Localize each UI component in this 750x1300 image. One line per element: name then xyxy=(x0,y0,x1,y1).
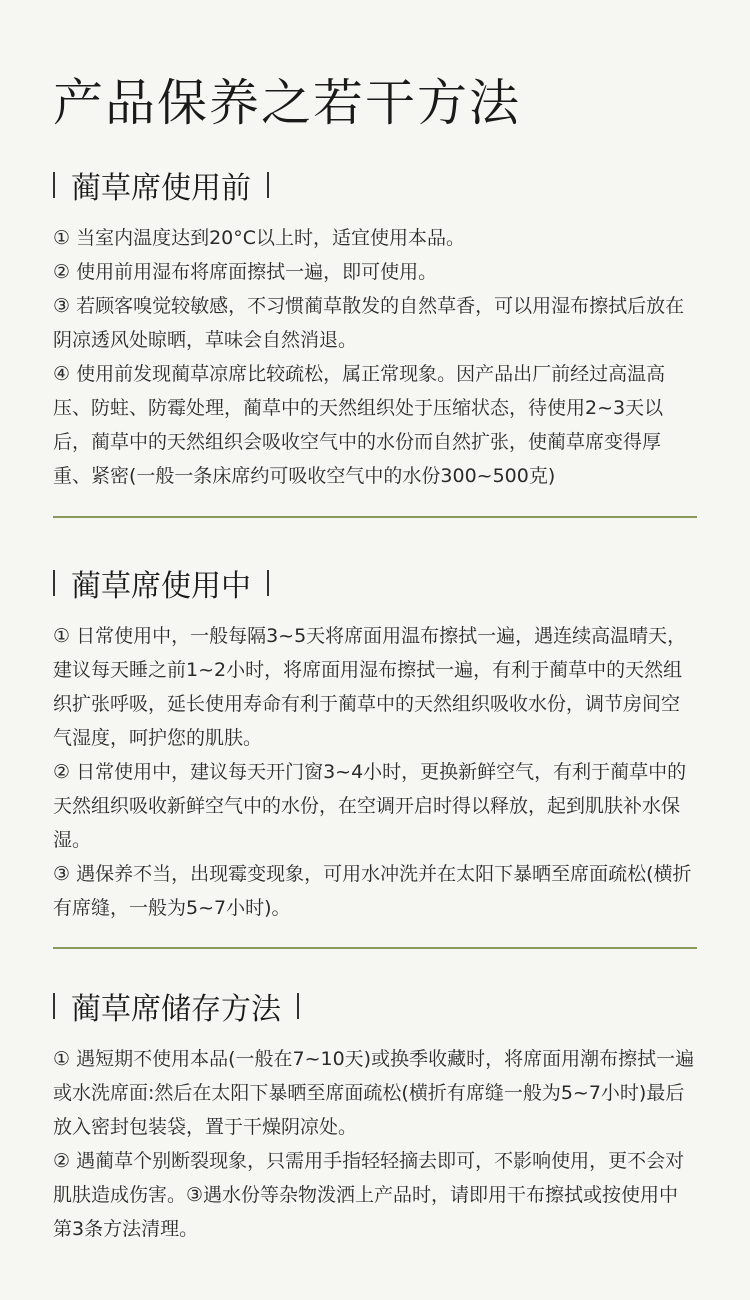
paragraph: ② 日常使用中，建议每天开门窗3~4小时，更换新鲜空气，有利于蔺草中的天然组织吸收新鲜空气中的水份，在空调开启时得以释放，起到肌肤补水保湿。 xyxy=(53,761,687,851)
page-title: 产品保养之若干方法 xyxy=(53,74,521,132)
heading-bar-right xyxy=(267,570,269,596)
section-during-use xyxy=(53,563,697,925)
paragraph: ③ 遇保养不当，出现霉变现象，可用水冲洗并在太阳下暴晒至席面疏松(横折有席缝，一般为5~7小时)。 xyxy=(53,863,692,919)
section-heading xyxy=(53,165,697,205)
paragraph: ② 遇蔺草个别断裂现象，只需用手指轻轻摘去即可，不影响使用，更不会对肌肤造成伤害。③遇水份等杂物泼洒上产品时，请即用干布擦拭或按使用中第3条方法清理。 xyxy=(53,1150,685,1240)
paragraph: ② 使用前用湿布将席面擦拭一遍，即可使用。 xyxy=(53,261,438,283)
section-body xyxy=(53,1042,697,1246)
section-storage xyxy=(53,986,697,1246)
heading-bar-left xyxy=(53,172,55,198)
section-before-use xyxy=(53,165,697,493)
section-heading-text: 蔺草席储存方法 xyxy=(71,992,281,1027)
heading-bar-right xyxy=(267,172,269,198)
heading-bar-left xyxy=(53,993,55,1019)
section-body xyxy=(53,619,697,925)
section-heading xyxy=(53,986,697,1026)
section-heading xyxy=(53,563,697,603)
heading-bar-right xyxy=(297,993,299,1019)
paragraph: ① 日常使用中，一般每隔3~5天将席面用温布擦拭一遍，遇连续高温晴天，建议每天睡之前1~2小时，将席面用湿布擦拭一遍，有利于蔺草中的天然组织扩张呼吸，延长使用寿命有利于蔺草中的天然组织吸收水份，调节房间空气湿度，呵护您的肌肤。 xyxy=(53,625,687,749)
paragraph: ① 遇短期不使用本品(一般在7~10天)或换季收藏时，将席面用潮布擦拭一遍或水洗席面:然后在太阳下暴晒至席面疏松(横折有席缝一般为5~7小时)最后放入密封包装袋，置于干燥阴凉处。 xyxy=(53,1048,695,1138)
section-divider xyxy=(53,947,697,949)
section-body xyxy=(53,221,697,493)
heading-bar-left xyxy=(53,570,55,596)
section-divider xyxy=(53,516,697,518)
paragraph: ① 当室内温度达到20°C以上时，适宜使用本品。 xyxy=(53,227,466,249)
paragraph: ④ 使用前发现蔺草凉席比较疏松，属正常现象。因产品出厂前经过高温高压、防蛀、防霉处理，蔺草中的天然组织处于压缩状态，待使用2~3天以后，蔺草中的天然组织会吸收空气中的水份而自然扩张，使蔺草席变得厚重、紧密(一般一条床席约可吸收空气中的水份300~500克) xyxy=(53,363,666,487)
paragraph: ③ 若顾客嗅觉较敏感，不习惯蔺草散发的自然草香，可以用湿布擦拭后放在阴凉透风处晾晒，草味会自然消退。 xyxy=(53,295,685,351)
section-heading-text: 蔺草席使用中 xyxy=(71,569,251,604)
section-heading-text: 蔺草席使用前 xyxy=(71,171,251,206)
